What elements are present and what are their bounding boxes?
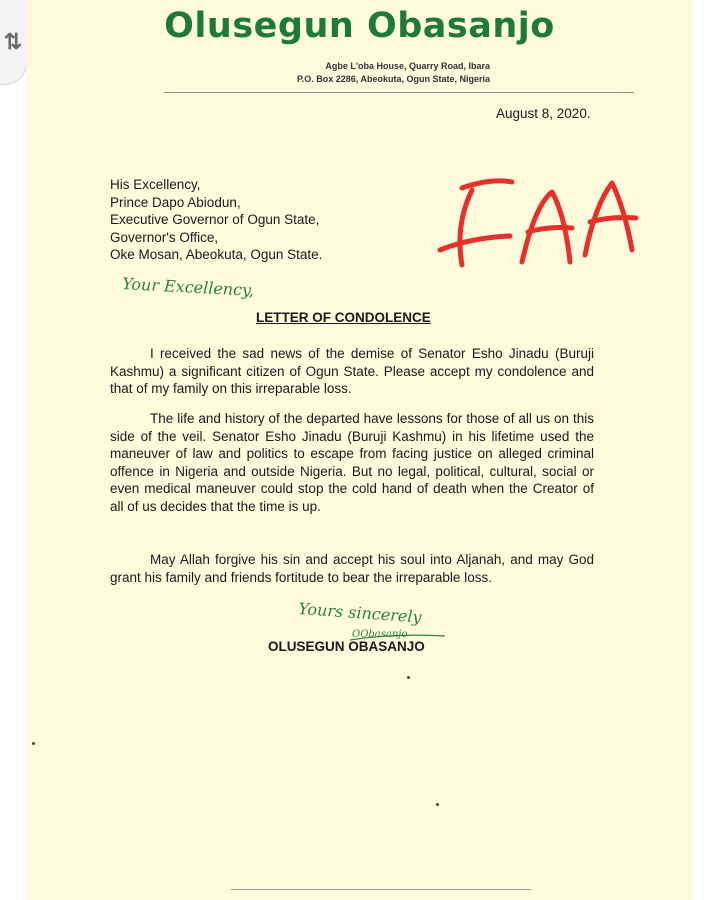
svg-text:OObasanjo: OObasanjo xyxy=(352,629,408,640)
body-paragraph-3: May Allah forgive his sin and accept his soul into Aljanah, and may God grant his family and friends fortitude to bear the irreparable loss. xyxy=(110,552,594,585)
addressee-line: His Excellency, xyxy=(110,177,201,192)
addressee-line: Executive Governor of Ogun State, xyxy=(110,212,320,227)
letterhead-address-line2: P.O. Box 2286, Abeokuta, Ogun State, Nigeria xyxy=(296,74,490,84)
handwritten-closing xyxy=(298,599,423,627)
letterhead-name: Olusegun Obasanjo xyxy=(164,6,555,46)
letter-date: August 8, 2020. xyxy=(496,106,591,121)
letterhead-address-line1: Agbe L'oba House, Quarry Road, Ibara xyxy=(325,61,490,71)
faa-handwritten-stamp xyxy=(440,181,636,265)
handwritten-initials-signature xyxy=(350,629,445,640)
body-paragraph-1: I received the sad news of the demise of Senator Esho Jinadu (Buruji Kashmu) a significant citizen of Ogun State. Please accept my condolence and that of my family on this irreparable loss. xyxy=(110,346,594,396)
addressee-line: Prince Dapo Abiodun, xyxy=(110,194,241,210)
handwritten-salutation xyxy=(122,274,255,300)
svg-text:Yours sincerely: Yours sincerely xyxy=(297,599,423,627)
addressee-line: Oke Mosan, Abeokuta, Ogun State. xyxy=(110,247,323,262)
swap-arrows-icon: ⇅ xyxy=(3,29,23,54)
letter-heading: LETTER OF CONDOLENCE xyxy=(256,310,431,325)
svg-text:Your Excellency,: Your Excellency, xyxy=(121,274,255,300)
body-paragraph-2: The life and history of the departed have lessons for those of all us on this side of the veil. Senator Esho Jinadu (Buruji Kashmu) in his lifetime used the maneuver of law and politics to escape from facing justice on alleged criminal offence in Nigeria and outside Nigeria. But no legal, political, cultural, social or even medical maneuver could stop the cold hand of death when the Creator of all of us decides that the time is up. xyxy=(110,411,594,514)
signatory-name: OLUSEGUN OBASANJO xyxy=(268,639,425,654)
addressee-line: Governor's Office, xyxy=(110,229,219,245)
